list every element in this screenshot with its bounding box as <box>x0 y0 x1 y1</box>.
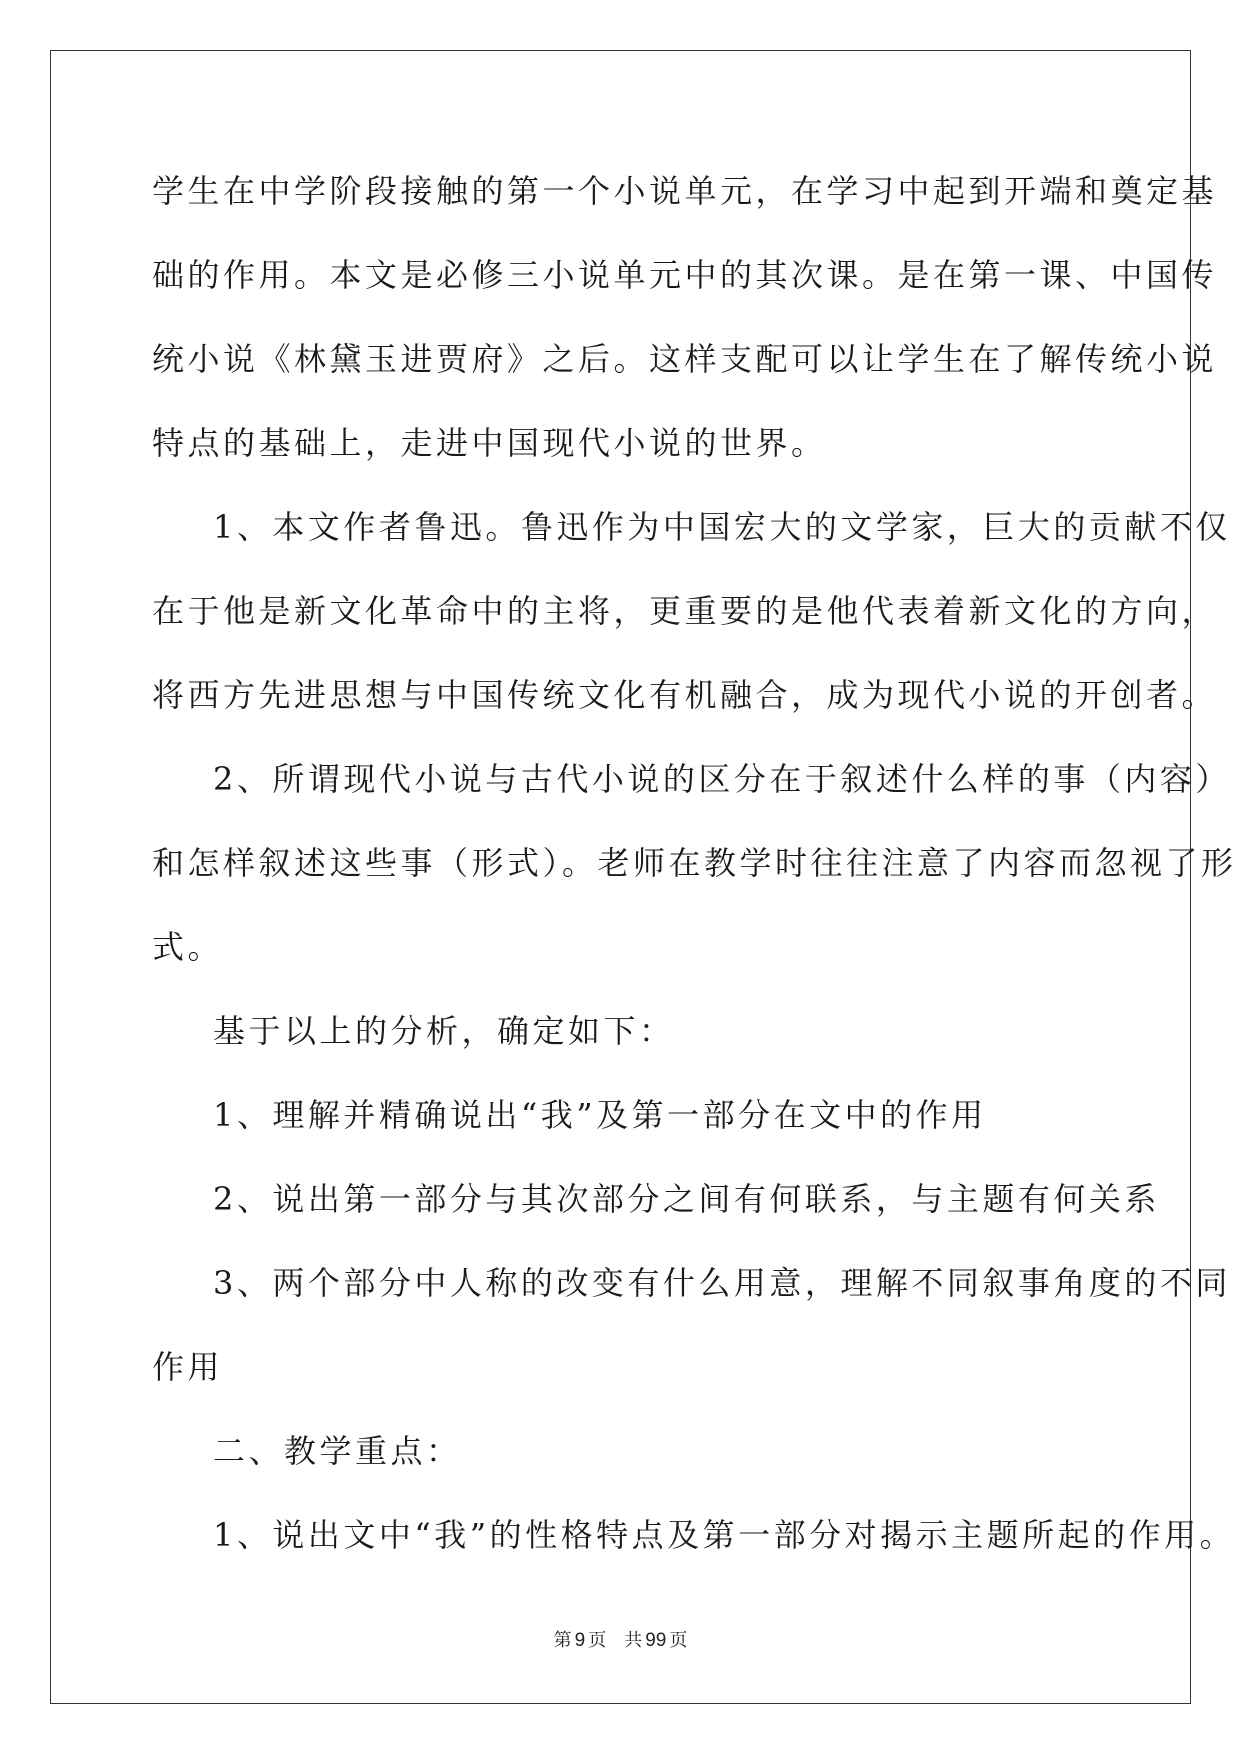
page-footer <box>0 1626 1241 1652</box>
objective-item: 2、说出第一部分与其次部分之间有何联系，与主题有何关系 <box>213 1180 1160 1218</box>
page-prefix: 第 <box>553 1630 572 1651</box>
total-suffix: 页 <box>669 1630 688 1651</box>
key-point-item: 1、说出文中“我”的性格特点及第一部分对揭示主题所起的作用。 <box>213 1516 1236 1554</box>
text-line: 2、所谓现代小说与古代小说的区分在于叙述什么样的事（内容） <box>213 760 1231 798</box>
total-prefix: 共 <box>624 1630 643 1651</box>
text-line: 式。 <box>152 928 224 966</box>
section-heading: 二、教学重点： <box>213 1432 462 1470</box>
page-suffix: 页 <box>588 1630 607 1651</box>
text-line: 统小说《林黛玉进贾府》之后。这样支配可以让学生在了解传统小说 <box>152 340 1218 378</box>
text-line: 将西方先进思想与中国传统文化有机融合，成为现代小说的开创者。 <box>152 676 1218 714</box>
objective-item: 3、两个部分中人称的改变有什么用意，理解不同叙事角度的不同 <box>213 1264 1231 1302</box>
text-line: 础的作用。本文是必修三小说单元中的其次课。是在第一课、中国传 <box>152 256 1218 294</box>
text-line: 基于以上的分析，确定如下： <box>213 1012 675 1050</box>
page-number: 9 <box>574 1630 586 1651</box>
document-body <box>152 158 1237 1586</box>
text-line: 特点的基础上，走进中国现代小说的世界。 <box>152 424 827 462</box>
text-line: 学生在中学阶段接触的第一个小说单元，在学习中起到开端和奠定基 <box>152 172 1218 210</box>
text-line: 作用 <box>152 1348 224 1386</box>
objective-item: 1、理解并精确说出“我”及第一部分在文中的作用 <box>213 1096 987 1134</box>
text-line: 和怎样叙述这些事（形式）。老师在教学时往往注意了内容而忽视了形 <box>152 844 1237 882</box>
text-line: 在于他是新文化革命中的主将，更重要的是他代表着新文化的方向， <box>152 592 1218 630</box>
total-pages: 99 <box>645 1630 667 1651</box>
text-line: 1、本文作者鲁迅。鲁迅作为中国宏大的文学家，巨大的贡献不仅 <box>213 508 1231 546</box>
